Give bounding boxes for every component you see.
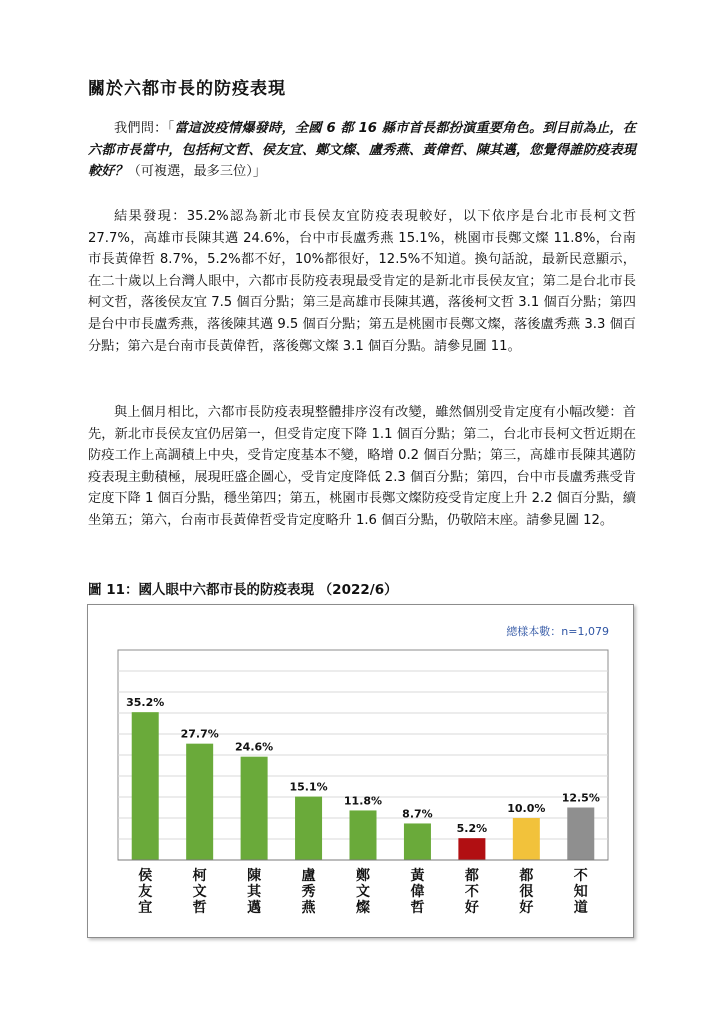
category-label-2: 哲 [192, 900, 207, 916]
category-label-3: 其 [247, 884, 262, 900]
data-label-2: 27.7% [180, 727, 219, 741]
sample-size-note: 總樣本數：n=1,079 [506, 625, 609, 638]
data-label-7: 5.2% [456, 822, 488, 836]
category-label-6: 黃 [410, 868, 425, 884]
category-label-7: 不 [464, 884, 479, 900]
data-label-4: 15.1% [289, 780, 328, 794]
chart-frame [87, 604, 634, 938]
category-label-2: 文 [192, 884, 207, 900]
category-label-7: 都 [464, 868, 479, 884]
results-paragraph: 結果發現：35.2%認為新北市長侯友宜防疫表現較好，以下依序是台北市長柯文哲 27.7%，高雄市長陳其邁 24.6%，台中市長盧秀燕 15.1%，桃園市長鄭文燦 11.8%，台南市長黃偉哲 8.7%，5.2%都不好，10%都很好，12.5%不知道。換句話說，最新民意顯示，在二十歲以上台灣人眼中，六都市長防疫表現最受肯定的是新北市長侯友宜；第二是台北市長柯文哲，落後侯友宜 7.5 個百分點；第三是高雄市長陳其邁，落後柯文哲 3.1 個百分點；第四是台中市長盧秀燕，落後陳其邁 9.5 個百分點；第五是桃園市長鄭文燦，落後盧秀燕 3.3 個百分點；第六是台南市長黃偉哲，落後鄭文燦 3.1 個百分點。請參見圖 11。 [88, 209, 636, 354]
category-label-8: 都 [519, 868, 534, 884]
bar-8 [513, 818, 540, 860]
question-prefix: 我們問：「 [114, 121, 175, 136]
category-label-2: 柯 [192, 868, 207, 884]
bar-5 [350, 810, 377, 860]
data-label-3: 24.6% [235, 740, 274, 754]
category-label-5: 燦 [356, 900, 370, 916]
comparison-paragraph: 與上個月相比，六都市長防疫表現整體排序沒有改變，雖然個別受肯定度有小幅改變：首先，新北市長侯友宜仍居第一，但受肯定度下降 1.1 個百分點；第二，台北市長柯文哲近期在防疫工作上高調積上中央，受肯定度基本不變，略增 0.2 個百分點；第三，高雄市長陳其邁防疫表現主動積極，展現旺盛企圖心，受肯定度降低 2.3 個百分點；第四，台中市長盧秀燕受肯定度下降 1 個百分點，穩坐第四；第五，桃園市長鄭文燦防疫受肯定度上升 2.2 個百分點，續坐第五；第六，台南市長黃偉哲受肯定度略升 1.6 個百分點，仍敬陪末座。請參見圖 12。 [88, 405, 636, 528]
question-text: 當這波疫情爆發時，全國 6 都 16 縣市首長都扮演重要角色。到目前為止，在六都市長當中，包括柯文哲、侯友宜、鄭文燦、盧秀燕、黃偉哲、陳其邁，您覺得誰防疫表現較好？ [88, 121, 636, 180]
bar-3 [241, 757, 268, 860]
category-label-4: 盧 [301, 868, 316, 884]
data-label-5: 11.8% [343, 794, 383, 808]
page-title: 關於六都市長的防疫表現 [88, 79, 286, 99]
bar-9 [567, 808, 594, 861]
bar-6 [404, 823, 431, 860]
bar-1 [132, 712, 159, 860]
category-label-8: 好 [519, 900, 534, 916]
category-label-3: 陳 [247, 868, 262, 884]
bar-7 [458, 838, 485, 860]
category-label-1: 友 [138, 884, 153, 900]
category-label-9: 不 [573, 868, 588, 884]
question-suffix: （可複選，最多三位）」 [127, 164, 267, 180]
data-label-8: 10.0% [507, 802, 546, 815]
category-label-1: 宜 [138, 900, 153, 916]
category-label-6: 偉 [410, 884, 425, 900]
bar-chart [88, 605, 633, 937]
category-label-5: 鄭 [356, 868, 370, 884]
category-label-5: 文 [356, 884, 370, 900]
bar-4 [295, 797, 322, 860]
category-label-9: 知 [573, 884, 588, 900]
figure-caption: 圖 11：國人眼中六都市長的防疫表現 （2022/6） [88, 582, 398, 598]
category-label-3: 邁 [247, 900, 262, 916]
category-label-8: 很 [519, 884, 534, 900]
data-label-6: 8.7% [402, 807, 433, 821]
category-label-4: 秀 [301, 884, 316, 900]
category-label-1: 侯 [138, 868, 153, 884]
question-paragraph [88, 118, 636, 183]
category-label-7: 好 [464, 900, 479, 916]
data-label-9: 12.5% [561, 791, 600, 805]
category-label-9: 道 [573, 900, 588, 916]
category-label-6: 哲 [410, 900, 425, 916]
category-label-4: 燕 [301, 900, 316, 916]
bar-2 [186, 744, 213, 860]
data-label-1: 35.2% [126, 696, 165, 710]
